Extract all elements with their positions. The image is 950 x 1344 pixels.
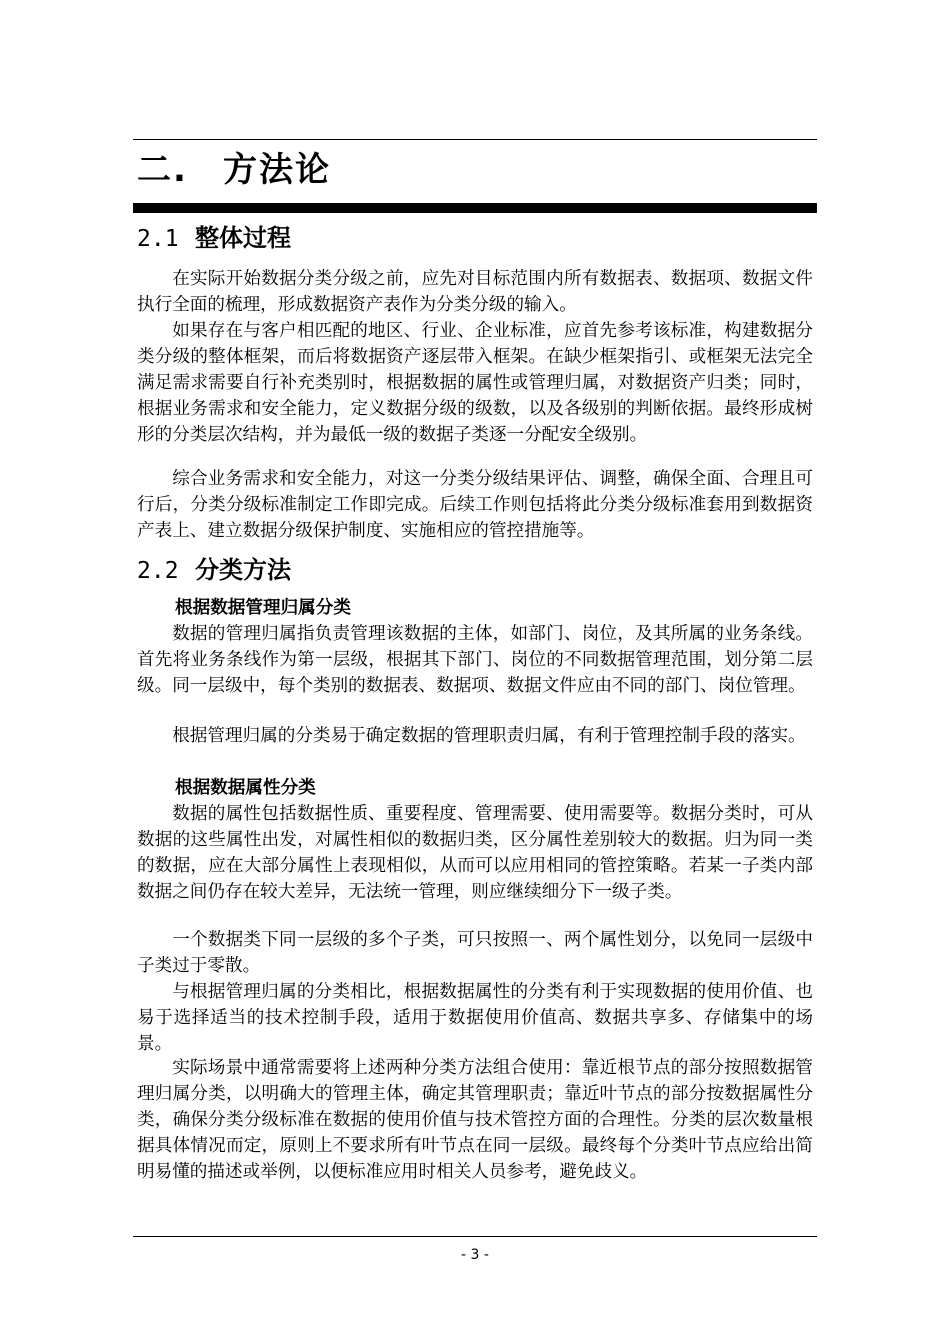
paragraph: 与根据管理归属的分类相比，根据数据属性的分类有利于实现数据的使用价值、也易于选择适当的技术控制手段，适用于数据使用价值高、数据共享多、存储集中的场景。 [137,982,813,1054]
chapter-rule [133,203,817,213]
paragraph: 数据的管理归属指负责管理该数据的主体，如部门、岗位，及其所属的业务条线。首先将业务条线作为第一层级，根据其下部门、岗位的不同数据管理范围，划分第二层级。同一层级中，每个类别的数据表、数据项、数据文件应由不同的部门、岗位管理。 [137,624,813,696]
paragraph: 在实际开始数据分类分级之前，应先对目标范围内所有数据表、数据项、数据文件执行全面的梳理，形成数据资产表作为分类分级的输入。 [137,269,813,315]
paragraph: 如果存在与客户相匹配的地区、行业、企业标准，应首先参考该标准，构建数据分类分级的整体框架，而后将数据资产逐层带入框架。在缺少框架指引、或框架无法完全满足需求需要自行补充类别时，根据数据的属性或管理归属，对数据资产归类；同时，根据业务需求和安全能力，定义数据分级的级数，以及各级别的判断依据。最终形成树形的分类层次结构，并为最低一级的数据子类逐一分配安全级别。 [137,321,813,445]
section-heading-2-1 [137,218,291,253]
section-number: 2.1 [137,226,179,252]
subheading: 根据数据属性分类 [175,778,316,798]
subheading: 根据数据管理归属分类 [175,598,351,618]
section-title: 整体过程 [195,224,291,252]
chapter-number: 二. [137,150,188,190]
section-number: 2.2 [137,558,179,584]
footer-rule [133,1236,817,1237]
chapter-heading [137,142,331,191]
page-number: - 3 - [461,1247,489,1263]
paragraph: 一个数据类下同一层级的多个子类，可只按照一、两个属性划分，以免同一层级中子类过于零散。 [137,930,813,976]
paragraph: 根据管理归属的分类易于确定数据的管理职责归属，有利于管理控制手段的落实。 [172,726,806,746]
section-heading-2-2 [137,550,291,585]
paragraph: 数据的属性包括数据性质、重要程度、管理需要、使用需要等。数据分类时，可从数据的这些属性出发，对属性相似的数据归类，区分属性差别较大的数据。归为同一类的数据，应在大部分属性上表现相似，从而可以应用相同的管控策略。若某一子类内部数据之间仍存在较大差异，无法统一管理，则应继续细分下一级子类。 [137,804,813,902]
header-rule [133,139,817,140]
chapter-title: 方法论 [223,150,331,190]
section-title: 分类方法 [195,556,291,584]
paragraph: 实际场景中通常需要将上述两种分类方法组合使用：靠近根节点的部分按照数据管理归属分类，以明确大的管理主体，确定其管理职责；靠近叶节点的部分按数据属性分类，确保分类分级标准在数据的使用价值与技术管控方面的合理性。分类的层次数量根据具体情况而定，原则上不要求所有叶节点在同一层级。最终每个分类叶节点应给出简明易懂的描述或举例，以便标准应用时相关人员参考，避免歧义。 [137,1058,813,1182]
paragraph: 综合业务需求和安全能力，对这一分类分级结果评估、调整，确保全面、合理且可行后，分类分级标准制定工作即完成。后续工作则包括将此分类分级标准套用到数据资产表上、建立数据分级保护制度、实施相应的管控措施等。 [137,469,813,541]
